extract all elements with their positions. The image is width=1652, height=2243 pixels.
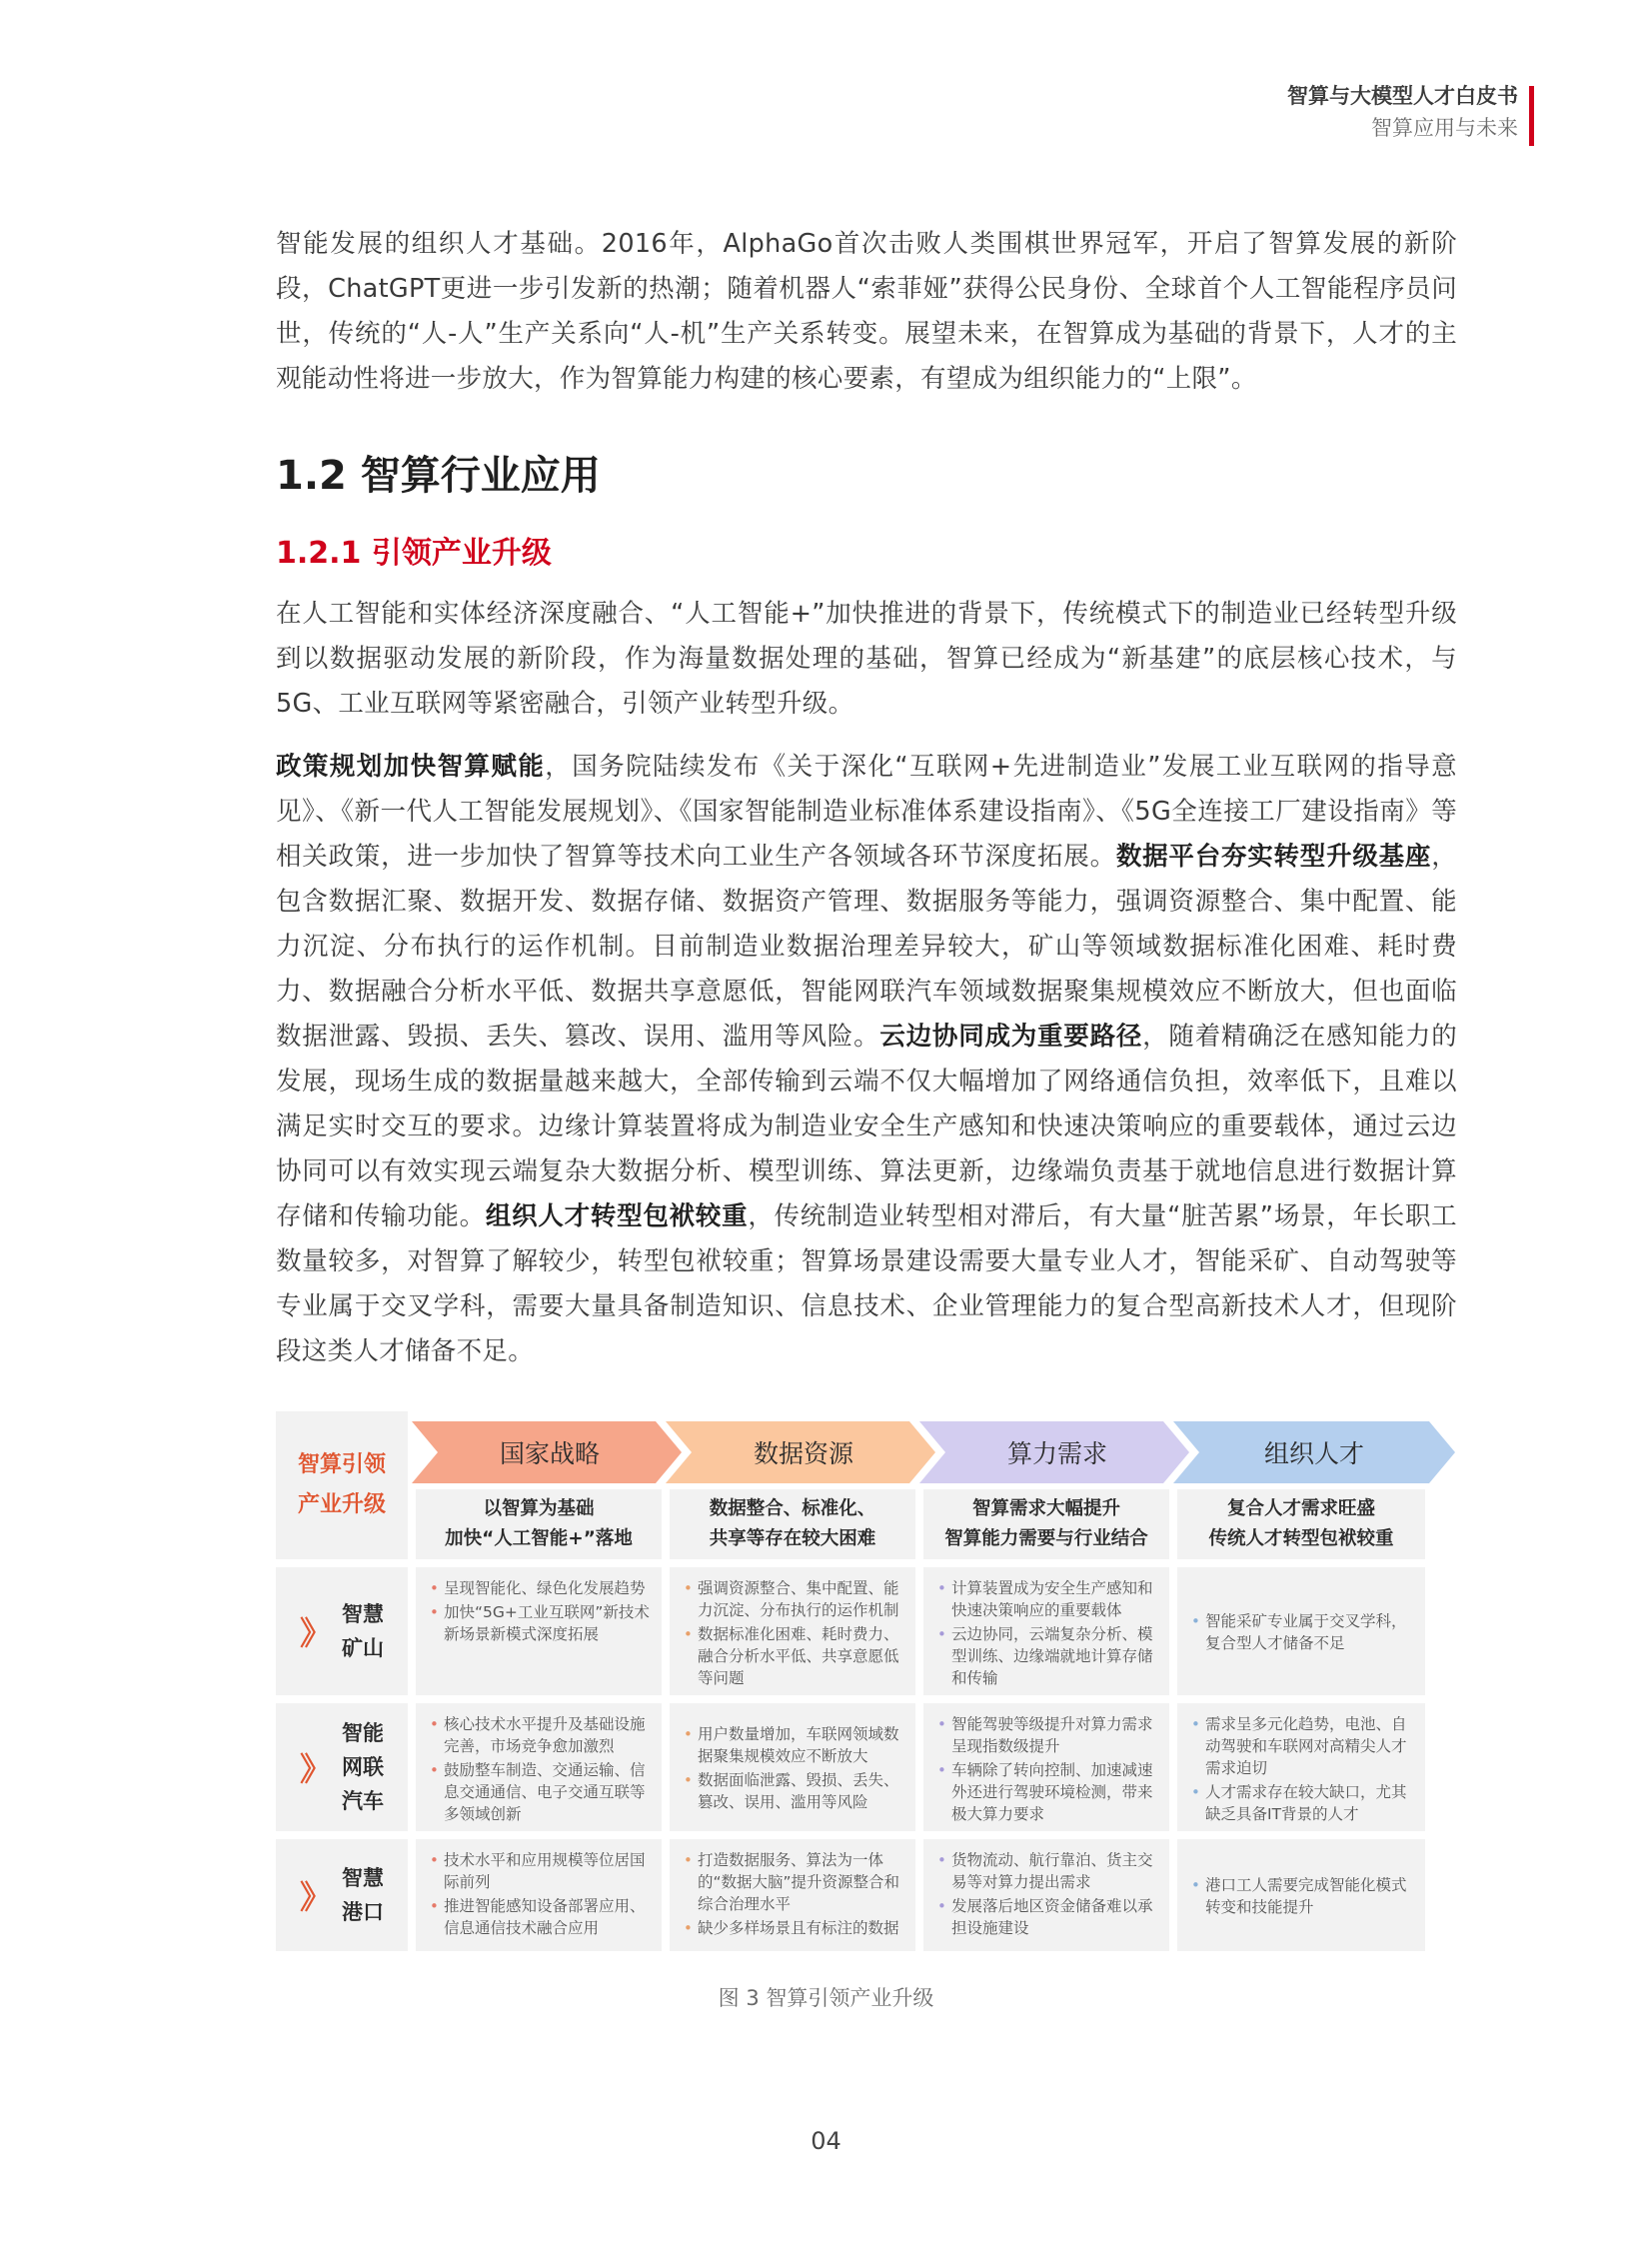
paragraph-1: 在人工智能和实体经济深度融合、“人工智能+”加快推进的背景下，传统模式下的制造业已经转型升级到以数据驱动发展的新阶段，作为海量数据处理的基础，智算已经成为“新基建”的底层核心技术，与5G、工业互联网等紧密融合，引领产业转型升级。	[276, 599, 1457, 719]
row-name-line: 智慧	[342, 1866, 384, 1890]
list-item: • 缺少多样场景且有标注的数据	[682, 1917, 905, 1939]
column-subtitle-3	[923, 1489, 1169, 1559]
list-item: • 强调资源整合、集中配置、能力沉淀、分布执行的运作机制	[682, 1577, 905, 1621]
running-header	[1287, 80, 1518, 144]
para2-block	[276, 745, 1457, 1374]
cell-vehicle-data	[670, 1703, 915, 1831]
chevron-right-icon: 》	[299, 1878, 332, 1916]
list-item: • 需求呈多元化趋势，电池、自动驾驶和车联网对高精尖人才需求迫切	[1189, 1713, 1415, 1779]
list-item: • 鼓励整车制造、交通运输、信息交通通信、电子交通互联等多领域创新	[428, 1759, 652, 1825]
list-item: • 计算装置成为安全生产感知和快速决策响应的重要载体	[935, 1577, 1159, 1621]
list-item: • 呈现智能化、绿色化发展趋势	[428, 1577, 652, 1599]
row-name-line: 港口	[342, 1900, 384, 1924]
bold-phrase-talent: 组织人才转型包袱较重	[485, 1201, 749, 1231]
header-title: 智算与大模型人才白皮书	[1287, 84, 1518, 108]
row-head-connected-vehicle	[276, 1703, 408, 1831]
para2-text-2: ，包含数据汇聚、数据开发、数据存储、数据资产管理、数据服务等能力，强调资源整合、集中配置、能力沉淀、分布执行的运作机制。目前制造业数据治理差异较大，矿山等领域数据标准化困难、耗时费力、数据融合分析水平低、数据共享意愿低，智能网联汽车领域数据聚集规模效应不断放大，但也面临数据泄露、毁损、丢失、篡改、误用、滥用等风险。	[276, 842, 1457, 1052]
section-title: 1.2 智算行业应用	[276, 453, 601, 499]
cell-port-talent	[1177, 1839, 1425, 1951]
cell-port-data	[670, 1839, 915, 1951]
corner-line-1: 智算引领	[297, 1452, 386, 1477]
column-subtitle-1-line1: 以智算为基础	[483, 1498, 595, 1519]
list-item: • 货物流动、航行靠泊、货主交易等对算力提出需求	[935, 1849, 1159, 1893]
column-subtitle-3-line1: 智算需求大幅提升	[971, 1498, 1120, 1519]
subsection-title: 1.2.1 引领产业升级	[276, 536, 552, 571]
list-item: • 用户数量增加，车联网领域数据聚集规模效应不断放大	[682, 1723, 905, 1767]
cell-mine-strategy	[416, 1567, 662, 1695]
chevron-right-icon: 》	[299, 1614, 332, 1652]
column-title-1: 国家战略	[499, 1439, 600, 1468]
header-accent-bar	[1529, 86, 1534, 146]
column-title-2: 数据资源	[753, 1439, 853, 1468]
figure-corner-label	[276, 1411, 408, 1559]
column-subtitle-2-line1: 数据整合、标准化、	[709, 1498, 876, 1519]
list-item: • 加快“5G+工业互联网”新技术新场景新模式深度拓展	[428, 1601, 652, 1645]
cell-port-strategy	[416, 1839, 662, 1951]
list-item: • 智能采矿专业属于交叉学科，复合型人才储备不足	[1189, 1610, 1415, 1654]
para2-text-1: ，国务院陆续发布《关于深化“互联网+先进制造业”发展工业互联网的指导意见》、《新一代人工智能发展规划》、《国家智能制造业标准体系建设指南》、《5G全连接工厂建设指南》等相关政策，进一步加快了智算等技术向工业生产各领域各环节深度拓展。	[276, 752, 1457, 872]
cell-vehicle-talent	[1177, 1703, 1425, 1831]
list-item: • 推进智能感知设备部署应用、信息通信技术融合应用	[428, 1895, 652, 1939]
column-subtitle-1	[416, 1489, 662, 1559]
list-item: • 人才需求存在较大缺口，尤其缺乏具备IT背景的人才	[1189, 1781, 1415, 1825]
column-subtitle-2	[670, 1489, 915, 1559]
row-name-connected-vehicle	[342, 1716, 384, 1818]
paragraph-2	[276, 745, 1457, 1374]
bold-phrase-policy: 政策规划加快智算赋能	[276, 752, 546, 782]
subsection-heading-block	[276, 528, 1457, 572]
para2-text-4: ，传统制造业转型相对滞后，有大量“脏苦累”场景，年长职工数量较多，对智算了解较少，转型包袱较重；智算场景建设需要大量专业人才，智能采矿、自动驾驶等专业属于交叉学科，需要大量具备制造知识、信息技术、企业管理能力的复合型高新技术人才，但现阶段这类人才储备不足。	[276, 1201, 1457, 1366]
list-item: • 云边协同，云端复杂分析、模型训练、边缘端就地计算存储和传输	[935, 1623, 1159, 1689]
intro-block	[276, 222, 1457, 402]
list-item: • 数据标准化困难、耗时费力、融合分析水平低、共享意愿低等问题	[682, 1623, 905, 1689]
list-item: • 数据面临泄露、毁损、丢失、篡改、误用、滥用等风险	[682, 1769, 905, 1813]
bold-phrase-cloud-edge: 云边协同成为重要路径	[879, 1022, 1143, 1052]
column-subtitle-1-line2: 加快“人工智能+”落地	[445, 1528, 633, 1549]
row-head-smart-mine	[276, 1567, 408, 1695]
list-item: • 智能驾驶等级提升对算力需求呈现指数级提升	[935, 1713, 1159, 1757]
header-subtitle: 智算应用与未来	[1371, 116, 1518, 140]
column-title-4: 组织人才	[1263, 1439, 1364, 1468]
row-name-line: 矿山	[342, 1636, 384, 1660]
para1-block	[276, 592, 1457, 727]
figure-industry-upgrade	[276, 1411, 1457, 1961]
cell-vehicle-strategy	[416, 1703, 662, 1831]
row-name-line: 汽车	[342, 1789, 384, 1813]
figure-caption: 图 3 智算引领产业升级	[718, 1986, 934, 2010]
row-head-smart-port	[276, 1839, 408, 1951]
chevron-right-icon: 》	[299, 1750, 332, 1788]
list-item: • 发展落后地区资金储备难以承担设施建设	[935, 1895, 1159, 1939]
row-name-line: 网联	[342, 1755, 384, 1779]
column-title-3: 算力需求	[1006, 1439, 1107, 1468]
cell-mine-compute	[923, 1567, 1169, 1695]
section-heading-block	[276, 444, 1457, 501]
column-subtitle-4-line1: 复合人才需求旺盛	[1226, 1498, 1375, 1519]
list-item: • 港口工人需要完成智能化模式转变和技能提升	[1189, 1874, 1415, 1918]
column-subtitle-2-line2: 共享等存在较大困难	[709, 1528, 876, 1549]
column-subtitle-4-line2: 传统人才转型包袱较重	[1208, 1528, 1394, 1549]
row-name-smart-port	[342, 1861, 384, 1929]
page-number: 04	[811, 2127, 841, 2155]
cell-mine-talent	[1177, 1567, 1425, 1695]
column-subtitle-3-line2: 智算能力需要与行业结合	[944, 1528, 1148, 1549]
cell-vehicle-compute	[923, 1703, 1169, 1831]
list-item: • 车辆除了转向控制、加速减速外还进行驾驶环境检测，带来极大算力要求	[935, 1759, 1159, 1825]
list-item: • 核心技术水平提升及基础设施完善，市场竞争愈加激烈	[428, 1713, 652, 1757]
list-item: • 打造数据服务、算法为一体的“数据大脑”提升资源整合和综合治理水平	[682, 1849, 905, 1915]
cell-mine-data	[670, 1567, 915, 1695]
bold-phrase-data-platform: 数据平台夯实转型升级基座	[1115, 842, 1432, 872]
row-name-smart-mine	[342, 1597, 384, 1665]
cell-port-compute	[923, 1839, 1169, 1951]
row-name-line: 智慧	[342, 1602, 384, 1626]
column-subtitle-4	[1177, 1489, 1425, 1559]
corner-line-2: 产业升级	[297, 1492, 386, 1517]
para2-text-3: ，随着精确泛在感知能力的发展，现场生成的数据量越来越大，全部传输到云端不仅大幅增加了网络通信负担，效率低下，且难以满足实时交互的要求。边缘计算装置将成为制造业安全生产感知和快速决策响应的重要载体，通过云边协同可以有效实现云端复杂大数据分析、模型训练、算法更新，边缘端负责基于就地信息进行数据计算存储和传输功能。	[276, 1022, 1457, 1231]
intro-paragraph: 智能发展的组织人才基础。2016年，AlphaGo首次击败人类围棋世界冠军，开启了智算发展的新阶段，ChatGPT更进一步引发新的热潮；随着机器人“索菲娅”获得公民身份、全球首个人工智能程序员问世，传统的“人-人”生产关系向“人-机”生产关系转变。展望未来，在智算成为基础的背景下，人才的主观能动性将进一步放大，作为智算能力构建的核心要素，有望成为组织能力的“上限”。	[276, 229, 1457, 394]
list-item: • 技术水平和应用规模等位居国际前列	[428, 1849, 652, 1893]
row-name-line: 智能	[342, 1721, 384, 1745]
